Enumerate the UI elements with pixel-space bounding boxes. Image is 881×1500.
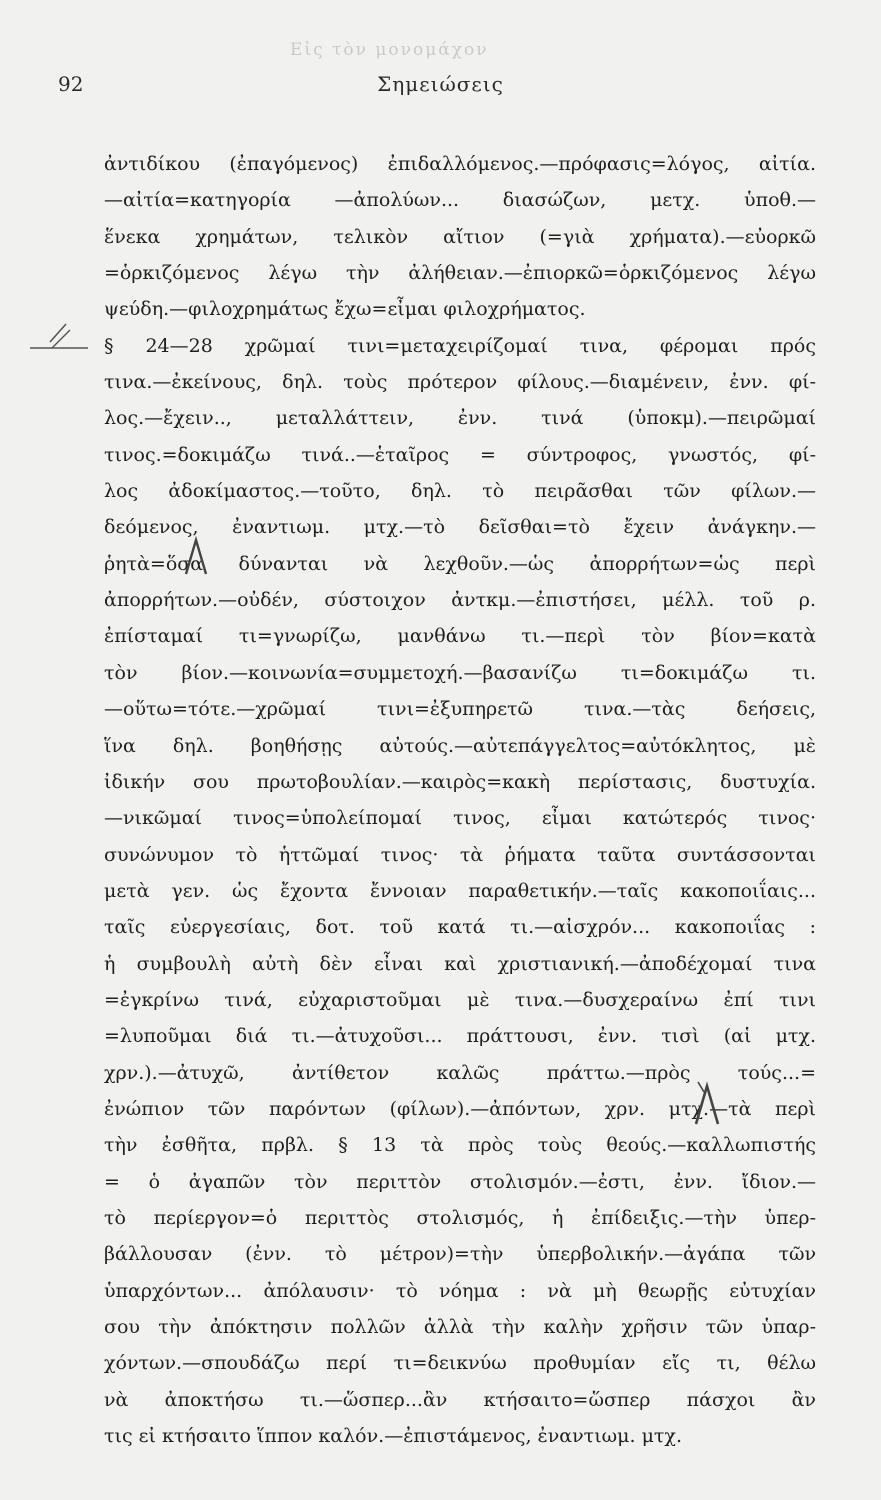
text-line: τὴν ἐσθῆτα, πρβλ. § 13 τὰ πρὸς τοὺς θεούς.—καλλωπιστής [104,1134,816,1157]
body-text [104,146,816,1454]
text-line: νὰ ἀποκτήσω τι.—ὥσπερ...ἂν κτήσαιτο=ὥσπερ πάσχοι ἂν [104,1388,816,1411]
text-line: ἰδικήν σου πρωτοβουλίαν.—καιρὸς=κακὴ περίστασις, δυστυχία. [104,770,816,793]
page-number: 92 [58,72,84,96]
text-line: δεόμενος, ἐναντιωμ. μτχ.—τὸ δεῖσθαι=τὸ ἔχειν ἀνάγκην.— [104,516,816,539]
pencil-margin-mark [28,318,98,350]
text-line: =λυποῦμαι διά τι.—ἀτυχοῦσι... πράττουσι, ἐνν. τισὶ (αἱ μτχ. [104,1025,816,1048]
text-line: συνώνυμον τὸ ἡττῶμαί τινος· τὰ ῥήματα ταῦτα συντάσσονται [104,843,816,866]
text-line: ἐνώπιον τῶν παρόντων (φίλων).—ἀπόντων, χρν. μτχ.—τὰ περὶ [104,1097,816,1120]
pencil-insertion-mark [692,1080,722,1128]
text-line: ἵνα δηλ. βοηθήσῃς αὐτούς.—αὐτεπάγγελτος=αὐτόκλητος, μὲ [104,734,816,757]
text-line: τινα.—ἐκείνους, δηλ. τοὺς πρότερον φίλους.—διαμένειν, ἐνν. φί- [104,371,816,394]
text-line: —οὕτω=τότε.—χρῶμαί τινι=ἐξυπηρετῶ τινα.—τὰς δεήσεις, [104,698,816,721]
text-line: τὸ περίεργον=ὁ περιττὸς στολισμός, ἡ ἐπίδειξις.—τὴν ὑπερ- [104,1206,816,1229]
text-line: =ὁρκιζόμενος λέγω τὴν ἀλήθειαν.—ἐπιορκῶ=ὁρκιζόμενος λέγω [104,262,816,285]
text-line: ταῖς εὐεργεσίαις, δοτ. τοῦ κατά τι.—αἰσχρόν... κακοποιΐας : [104,916,816,939]
text-line: —νικῶμαί τινος=ὑπολείπομαί τινος, εἶμαι κατώτερός τινος· [104,807,816,830]
text-line: χόντων.—σπουδάζω περί τι=δεικνύω προθυμίαν εἴς τι, θέλω [104,1352,816,1375]
text-line: =ἐγκρίνω τινά, εὐχαριστοῦμαι μὲ τινα.—δυσχεραίνω ἐπί τινι [104,988,816,1011]
text-line: ἐπίσταμαί τι=γνωρίζω, μανθάνω τι.—περὶ τὸν βίον=κατὰ [104,625,816,648]
text-line: τὸν βίον.—κοινωνία=συμμετοχή.—βασανίζω τι=δοκιμάζω τι. [104,661,816,684]
text-line: τις εἰ κτήσαιτο ἵππον καλόν.—ἐπιστάμενος, ἐναντιωμ. μτχ. [104,1425,682,1448]
text-line: ἡ συμβουλὴ αὐτὴ δὲν εἶναι καὶ χριστιανική.—ἀποδέχομαί τινα [104,952,816,975]
text-line: μετὰ γεν. ὡς ἔχοντα ἔννοιαν παραθετικήν.—ταῖς κακοποιΐαις... [104,879,816,902]
text-line: ὑπαρχόντων... ἀπόλαυσιν· τὸ νόημα : νὰ μὴ θεωρῇς εὐτυχίαν [104,1279,816,1302]
text-line: χρν.).—ἀτυχῶ, ἀντίθετον καλῶς πράττω.—πρὸς τούς...= [104,1061,816,1084]
text-line: ῥητὰ=ὅσα δύνανται νὰ λεχθοῦν.—ὡς ἀπορρήτων=ὡς περὶ [104,552,816,575]
running-head: Σημειώσεις [377,72,504,96]
text-line: ἀπορρήτων.—οὐδέν, σύστοιχον ἀντκμ.—ἐπιστήσει, μέλλ. τοῦ ρ. [104,589,816,612]
text-line: λος.—ἔχειν.., μεταλλάττειν, ἐνν. τινά (ὑποκμ).—πειρῶμαί [104,407,816,430]
text-line: —αἰτία=κατηγορία —ἀπολύων... διασώζων, μετχ. ὑποθ.— [104,189,816,212]
text-line: βάλλουσαν (ἐνν. τὸ μέτρον)=τὴν ὑπερβολικήν.—ἀγάπα τῶν [104,1243,816,1266]
text-line: ἕνεκα χρημάτων, τελικὸν αἴτιον (=γιὰ χρήματα).—εὐορκῶ [104,225,816,248]
text-line: λος ἀδοκίμαστος.—τοῦτο, δηλ. τὸ πειρᾶσθαι τῶν φίλων.— [104,480,816,503]
text-line: ψεύδη.—φιλοχρημάτως ἔχω=εἶμαι φιλοχρήματος. [104,298,586,321]
text-line: σου τὴν ἀπόκτησιν πολλῶν ἀλλὰ τὴν καλὴν χρῆσιν τῶν ὑπαρ- [104,1316,816,1338]
pencil-insertion-mark [182,534,210,578]
bleed-through-text: Εἰς τὸν μονομάχον [290,40,489,60]
text-line: = ὁ ἀγαπῶν τὸν περιττὸν στολισμόν.—ἐστι, ἐνν. ἴδιον.— [104,1170,816,1193]
text-line: ἀντιδίκου (ἐπαγόμενος) ἐπιδαλλόμενος.—πρόφασις=λόγος, αἰτία. [104,153,816,175]
text-line: τινος.=δοκιμάζω τινά..—ἑταῖρος = σύντροφος, γνωστός, φί- [104,443,816,466]
text-line: § 24—28 χρῶμαί τινι=μεταχειρίζομαί τινα, φέρομαι πρός [104,334,816,357]
